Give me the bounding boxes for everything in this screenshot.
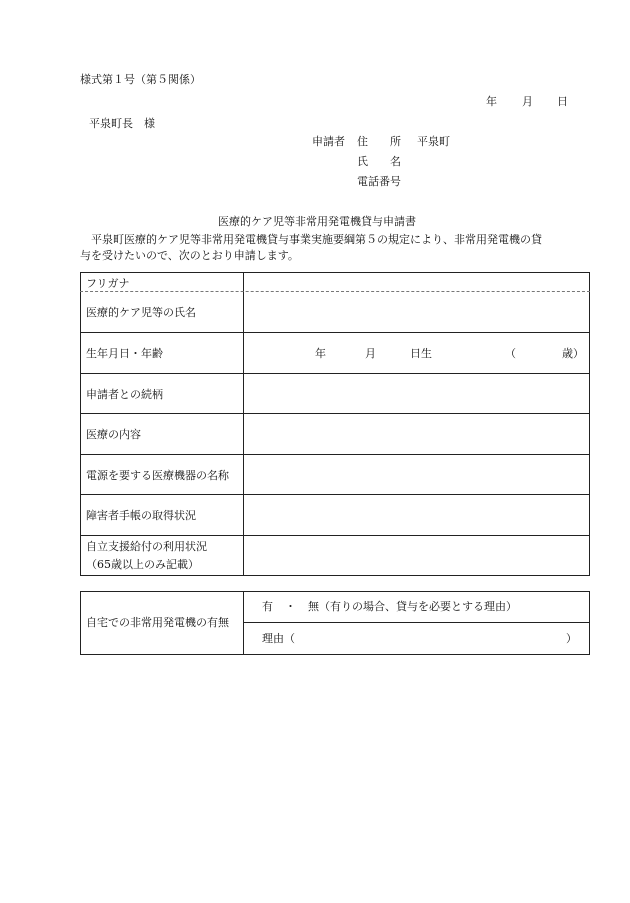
addressee: 平泉町長 様 xyxy=(89,117,155,130)
furigana-label: フリガナ xyxy=(86,277,130,290)
birth-year-unit: 年 xyxy=(315,347,326,360)
gen-table-left-border xyxy=(80,591,81,655)
option-separator: ・ xyxy=(285,600,296,613)
table-right-border xyxy=(589,272,590,575)
intro-line-2: 与を受けたいので、次のとおり申請します。 xyxy=(80,249,299,262)
birth-month-unit: 月 xyxy=(365,347,376,360)
benefit-label-line-1: 自立支援給付の利用状況 xyxy=(86,540,207,553)
birth-day-unit: 日生 xyxy=(410,347,432,360)
row-divider xyxy=(80,373,590,374)
gen-table-column-divider xyxy=(243,591,244,655)
care-content-label: 医療の内容 xyxy=(86,428,141,441)
row-divider xyxy=(80,332,590,333)
relation-label: 申請者との続柄 xyxy=(86,388,163,401)
furigana-divider xyxy=(80,291,590,292)
age-unit: 歳） xyxy=(562,347,584,360)
table-bottom-border xyxy=(80,575,590,576)
document-title: 医療的ケア児等非常用発電機貸与申請書 xyxy=(218,215,416,228)
table-column-divider xyxy=(243,272,244,575)
name-label: 氏 名 xyxy=(357,155,401,168)
reason-label: 理由（ xyxy=(262,632,295,645)
row-divider xyxy=(80,454,590,455)
row-divider xyxy=(80,535,590,536)
benefit-label-line-2: （65歳以上のみ記載） xyxy=(86,558,199,571)
age-open-paren: （ xyxy=(505,347,516,360)
medical-device-label: 電源を要する医療機器の名称 xyxy=(86,469,229,482)
generator-label: 自宅での非常用発電機の有無 xyxy=(86,616,229,629)
date-month-label: 月 xyxy=(522,95,533,108)
address-label: 住 所 xyxy=(357,135,401,148)
option-no: 無（有りの場合、貸与を必要とする理由） xyxy=(308,600,517,613)
gen-table-row-divider xyxy=(243,622,590,623)
gen-table-right-border xyxy=(589,591,590,655)
applicant-label: 申請者 xyxy=(312,135,345,148)
birth-date-label: 生年月日・年齢 xyxy=(86,347,163,360)
phone-label: 電話番号 xyxy=(357,175,401,188)
disability-handbook-label: 障害者手帳の取得状況 xyxy=(86,509,196,522)
address-value: 平泉町 xyxy=(417,135,450,148)
reason-close-paren: ） xyxy=(566,632,577,645)
form-number: 様式第１号（第５関係） xyxy=(80,73,201,86)
date-day-label: 日 xyxy=(557,95,568,108)
gen-table-bottom-border xyxy=(80,654,590,655)
table-top-border xyxy=(80,272,590,273)
row-divider xyxy=(80,494,590,495)
date-year-label: 年 xyxy=(486,95,497,108)
child-name-label: 医療的ケア児等の氏名 xyxy=(86,306,196,319)
intro-line-1: 平泉町医療的ケア児等非常用発電機貸与事業実施要綱第５の規定により、非常用発電機の貸 xyxy=(80,233,542,246)
option-yes: 有 xyxy=(262,600,273,613)
table-left-border xyxy=(80,272,81,575)
row-divider xyxy=(80,413,590,414)
gen-table-top-border xyxy=(80,591,590,592)
